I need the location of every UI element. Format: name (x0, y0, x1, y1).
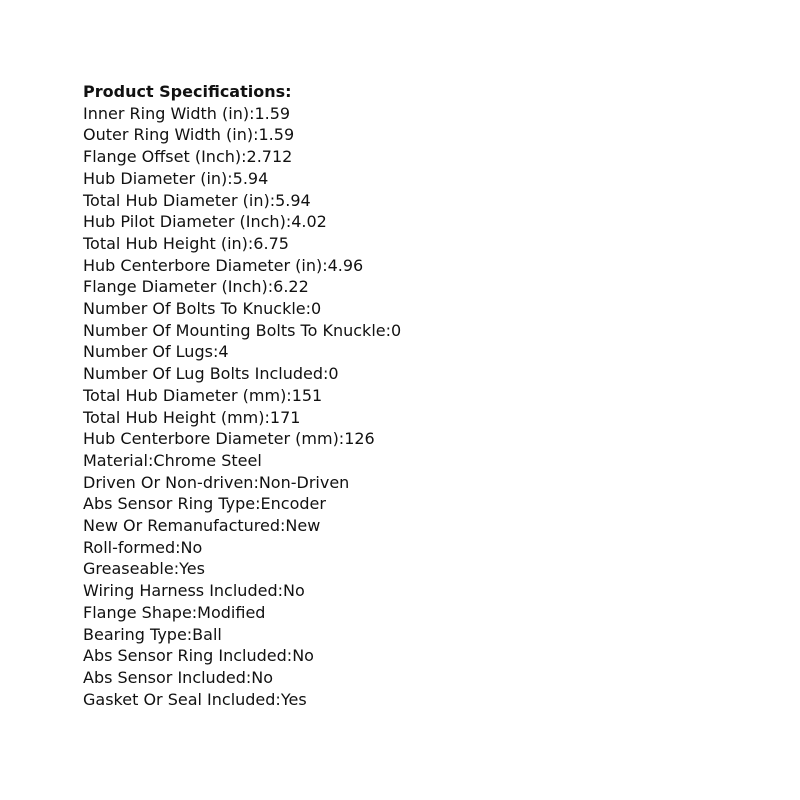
spec-row: Gasket Or Seal Included:Yes (83, 689, 307, 709)
spec-row: Greaseable:Yes (83, 559, 205, 579)
spec-row: Flange Shape:Modified (83, 602, 266, 622)
spec-row: Abs Sensor Ring Included:No (83, 646, 314, 666)
spec-row: Inner Ring Width (in):1.59 (83, 103, 291, 123)
spec-row: Total Hub Height (in):6.75 (83, 233, 289, 253)
spec-row: New Or Remanufactured:New (83, 516, 321, 536)
spec-row: Outer Ring Width (in):1.59 (83, 125, 295, 145)
spec-list (83, 103, 401, 711)
product-specifications (83, 81, 401, 710)
spec-title: Product Specifications: (83, 82, 292, 101)
spec-row: Flange Offset (Inch):2.712 (83, 147, 293, 167)
spec-row: Abs Sensor Ring Type:Encoder (83, 494, 326, 514)
spec-row: Number Of Bolts To Knuckle:0 (83, 299, 322, 319)
spec-row: Number Of Mounting Bolts To Knuckle:0 (83, 320, 402, 340)
spec-row: Hub Centerbore Diameter (mm):126 (83, 429, 375, 449)
spec-row: Material:Chrome Steel (83, 450, 262, 470)
spec-row: Roll-formed:No (83, 537, 203, 557)
spec-row: Total Hub Diameter (mm):151 (83, 385, 323, 405)
spec-row: Number Of Lugs:4 (83, 342, 229, 362)
spec-row: Driven Or Non-driven:Non-Driven (83, 472, 350, 492)
spec-row: Total Hub Height (mm):171 (83, 407, 301, 427)
spec-row: Total Hub Diameter (in):5.94 (83, 190, 311, 210)
spec-row: Bearing Type:Ball (83, 624, 222, 644)
spec-row: Number Of Lug Bolts Included:0 (83, 364, 339, 384)
spec-row: Wiring Harness Included:No (83, 581, 305, 601)
spec-row: Abs Sensor Included:No (83, 667, 273, 687)
spec-row: Flange Diameter (Inch):6.22 (83, 277, 309, 297)
spec-row: Hub Centerbore Diameter (in):4.96 (83, 255, 364, 275)
spec-row: Hub Pilot Diameter (Inch):4.02 (83, 212, 327, 232)
spec-row: Hub Diameter (in):5.94 (83, 168, 269, 188)
